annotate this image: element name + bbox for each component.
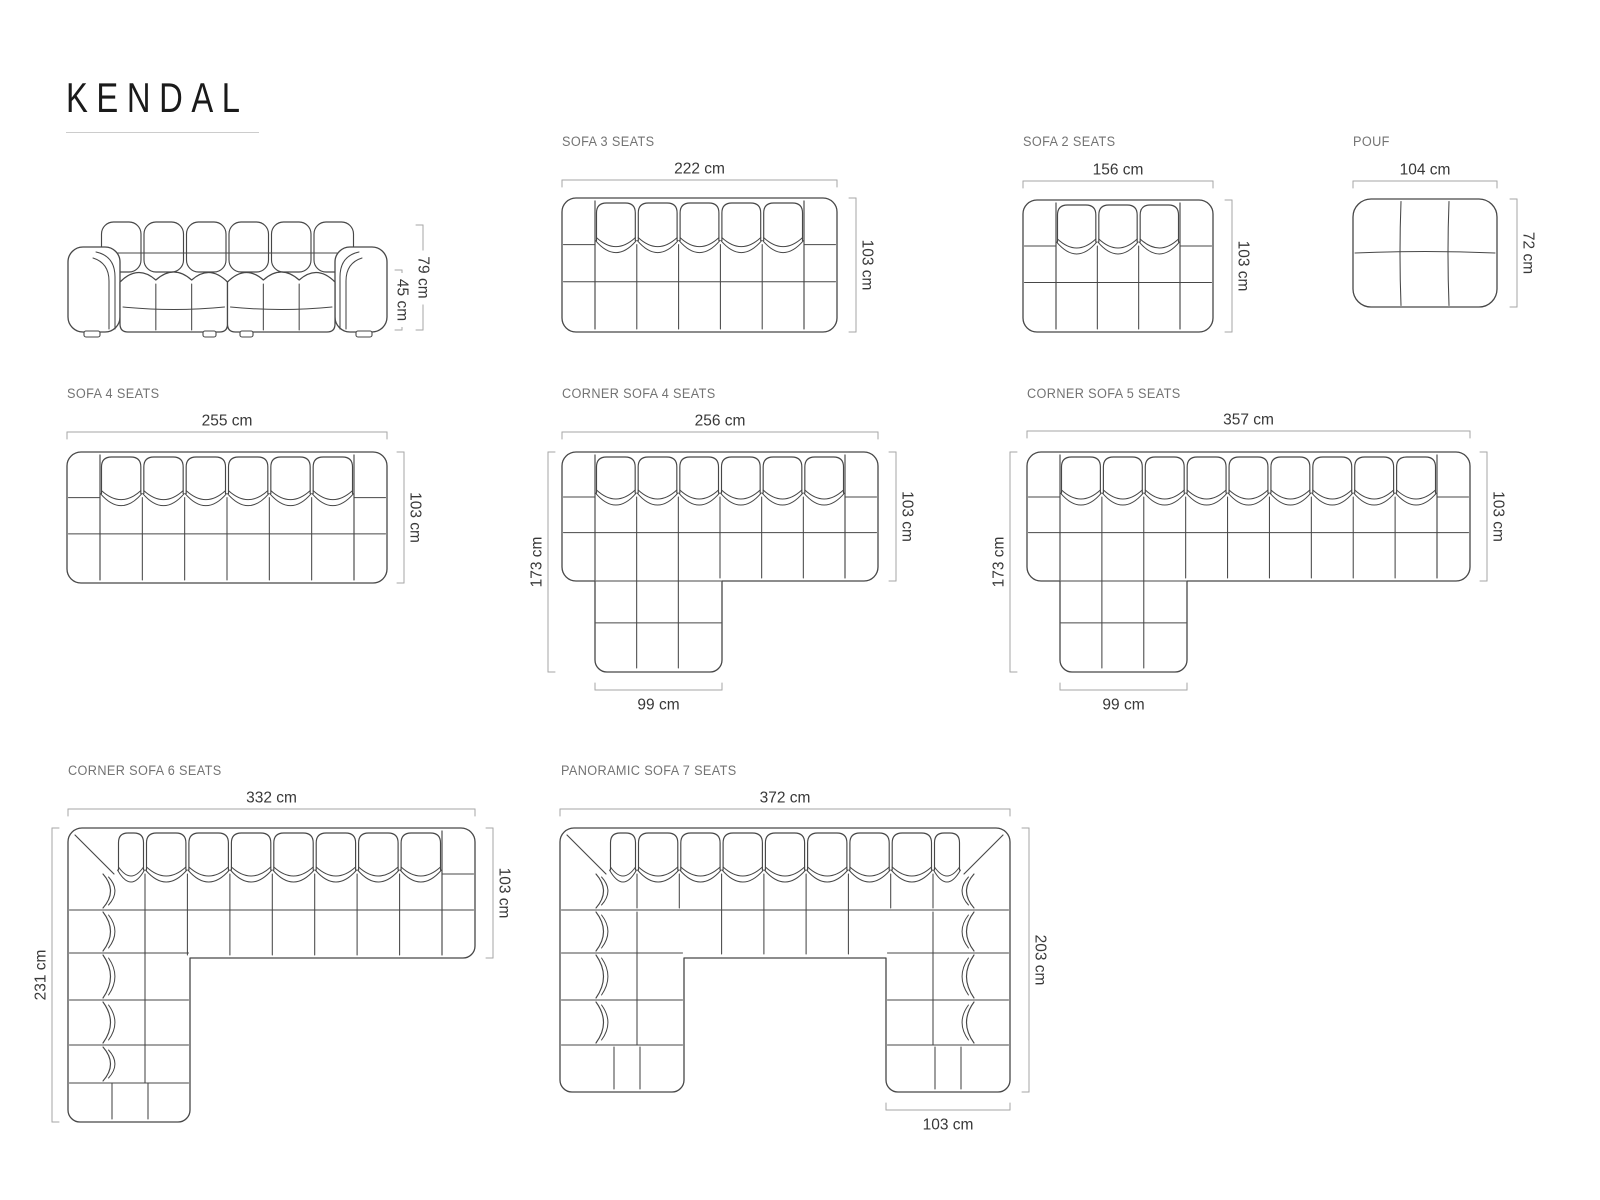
label-sofa-3-seats: SOFA 3 SEATS bbox=[562, 134, 655, 149]
corner-6-width-value: 332 cm bbox=[246, 789, 297, 807]
hero-height-total-value: 79 cm bbox=[414, 256, 432, 299]
corner-5-side-depth-value: 173 cm bbox=[990, 536, 1008, 588]
sofa-2-depth-value: 103 cm bbox=[1234, 240, 1252, 292]
panoramic-sofa-7-seats-drawing bbox=[560, 790, 1049, 1134]
panoramic-7-width-value: 372 cm bbox=[759, 789, 811, 807]
sofa-4-width-value: 255 cm bbox=[201, 412, 253, 430]
corner-5-chaise-width-value: 99 cm bbox=[1102, 696, 1145, 714]
sofa-4-seats-drawing bbox=[67, 413, 424, 584]
pouf-depth-value: 72 cm bbox=[1519, 231, 1537, 275]
sofa-3-seats-drawing bbox=[562, 161, 876, 333]
corner-4-chaise-width-value: 99 cm bbox=[637, 696, 680, 714]
corner-5-depth-value: 103 cm bbox=[1489, 491, 1507, 542]
pouf-drawing bbox=[1353, 162, 1537, 308]
corner-sofa-5-seats-drawing bbox=[991, 412, 1507, 714]
panoramic-7-leg-width-value: 103 cm bbox=[922, 1116, 974, 1134]
page-title: KENDAL bbox=[66, 74, 249, 121]
label-sofa-4-seats: SOFA 4 SEATS bbox=[67, 386, 160, 401]
label-corner-sofa-6-seats: CORNER SOFA 6 SEATS bbox=[68, 763, 222, 778]
corner-sofa-4-seats-drawing bbox=[529, 413, 916, 714]
corner-6-side-depth-value: 231 cm bbox=[32, 949, 50, 1001]
sofa-2-seats-drawing bbox=[1023, 162, 1252, 333]
corner-4-depth-value: 103 cm bbox=[898, 491, 916, 542]
panoramic-7-side-depth-value: 203 cm bbox=[1031, 934, 1049, 986]
label-pouf: POUF bbox=[1353, 134, 1390, 149]
pouf-width-value: 104 cm bbox=[1399, 161, 1451, 179]
hero-height-seat-value: 45 cm bbox=[393, 278, 411, 322]
corner-4-side-depth-value: 173 cm bbox=[528, 536, 546, 588]
label-corner-sofa-4-seats: CORNER SOFA 4 SEATS bbox=[562, 386, 716, 401]
label-panoramic-sofa-7-seats: PANORAMIC SOFA 7 SEATS bbox=[561, 763, 737, 778]
label-sofa-2-seats: SOFA 2 SEATS bbox=[1023, 134, 1116, 149]
sofa-3-width-value: 222 cm bbox=[674, 160, 725, 178]
label-corner-sofa-5-seats: CORNER SOFA 5 SEATS bbox=[1027, 386, 1181, 401]
corner-sofa-6-seats-drawing bbox=[33, 790, 513, 1123]
sofa-3-depth-value: 103 cm bbox=[858, 239, 876, 291]
corner-4-width-value: 256 cm bbox=[694, 412, 746, 430]
corner-6-depth-value: 103 cm bbox=[495, 867, 513, 919]
hero-front-view-drawing bbox=[68, 222, 433, 337]
sofa-2-width-value: 156 cm bbox=[1092, 161, 1144, 179]
sofa-4-depth-value: 103 cm bbox=[406, 492, 424, 543]
corner-5-width-value: 357 cm bbox=[1223, 411, 1274, 429]
